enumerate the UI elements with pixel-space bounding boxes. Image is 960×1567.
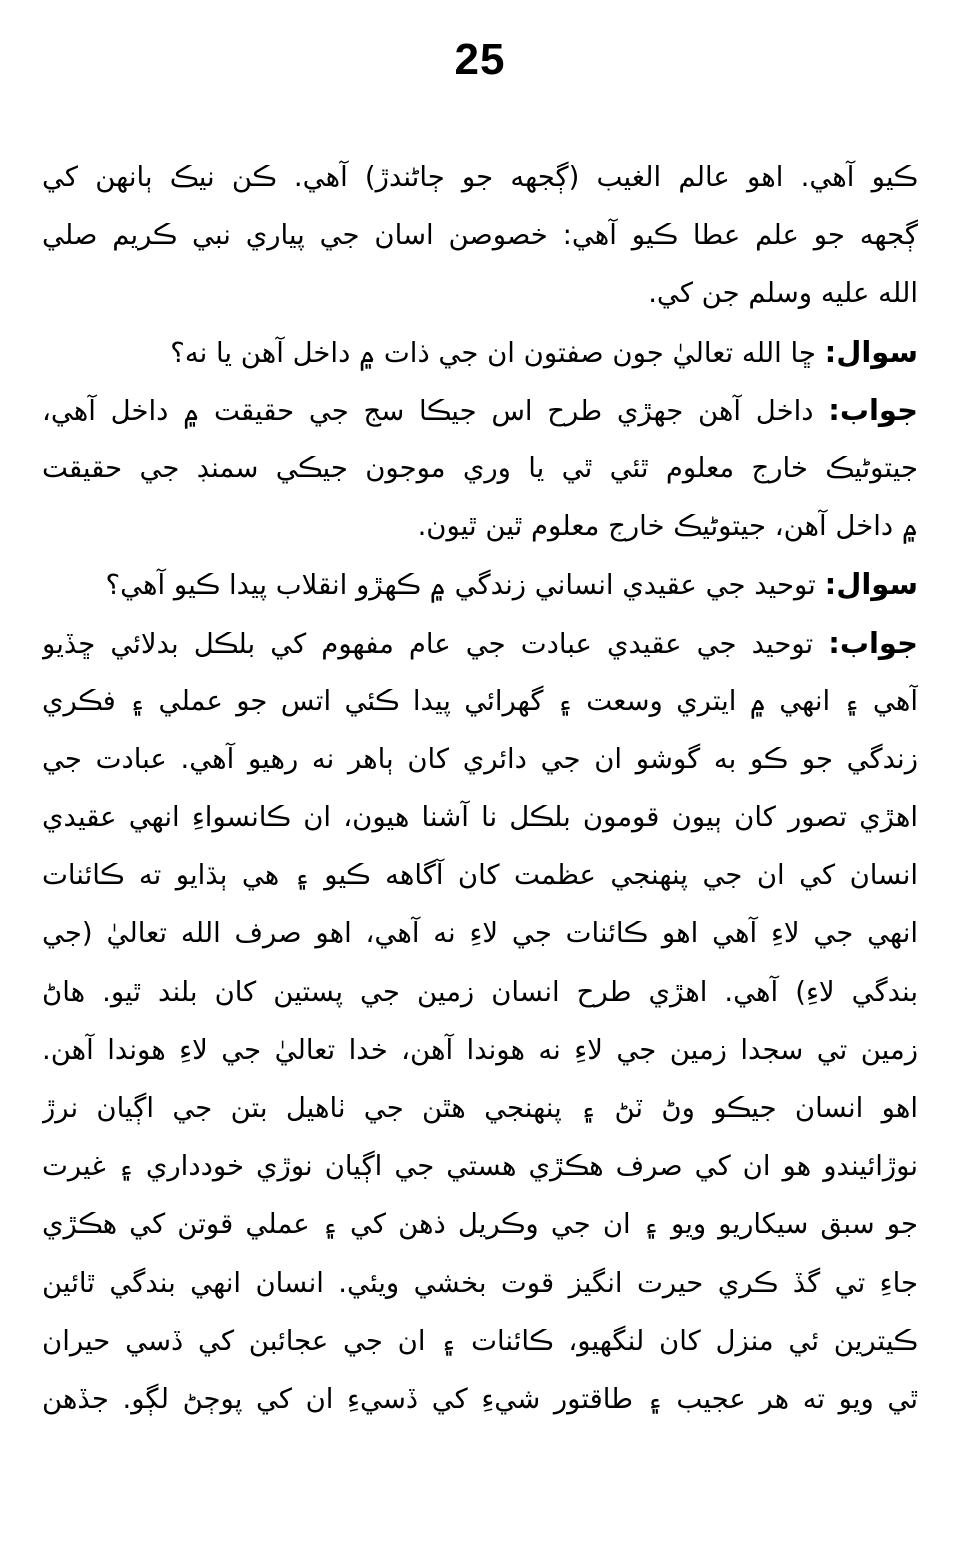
text-line: الله عليه وسلم جن کي. — [648, 277, 918, 310]
text-line: اهو انسان جيڪو وڻ ٽڻ ۽ پنهنجي هٿن جي ٺاهيل بتن جي اڳيان نرڙ — [42, 1092, 918, 1124]
text-line: ڪيترين ئي منزل کان لنگهيو، ڪائنات ۽ ان جي عجائبن کي ڏسي حيران — [42, 1324, 918, 1357]
answer-label: جواب: — [828, 625, 918, 660]
page-body — [42, 148, 918, 1428]
answer-line: جواب: توحيد جي عقيدي عبادت جي عام مفهوم کي بلڪل بدلائي ڇڏيو — [42, 625, 918, 660]
text-line: نوڙائيندو هو ان کي صرف هڪڙي هستي جي اڳيان نوڙي خودداري ۽ غيرت — [42, 1150, 918, 1183]
text-line: آهي ۽ انهي ۾ ايتري وسعت ۽ گهرائي پيدا ڪئي اتس جو عملي ۽ فڪري — [42, 684, 918, 717]
text-line: زندگي جو ڪو به گوشو ان جي دائري کان ٻاهر نه رهيو آهي. عبادت جي — [42, 742, 918, 775]
answer-line: جواب: داخل آهن جهڙي طرح اس جيڪا سج جي حقيقت ۾ داخل آهي، — [42, 392, 918, 427]
text-line: بندگي لاءِ) آهي. اهڙي طرح انسان زمين جي پستين کان بلند ٿيو. هاڻ — [42, 975, 918, 1008]
question-line: سوال: توحيد جي عقيدي انساني زندگي ۾ ڪهڙو انقلاب پيدا ڪيو آهي؟ — [105, 567, 918, 602]
text-line: ۾ داخل آهن، جيتوڻيڪ خارج معلوم ٿين ٿيون. — [417, 510, 918, 543]
question-label: سوال: — [824, 567, 918, 602]
question-line: سوال: ڇا الله تعاليٰ جون صفتون ان جي ذات ۾ داخل آهن يا نه؟ — [170, 334, 918, 369]
text-line: زمين تي سجدا زمين جي لاءِ نه هوندا آهن، خدا تعاليٰ جي لاءِ هوندا آهن. — [42, 1033, 918, 1066]
page-number: 25 — [454, 35, 506, 84]
text-line: اهڙي تصور کان ٻيون قومون بلڪل نا آشنا هيون، ان ڪانسواءِ انهي عقيدي — [42, 801, 918, 834]
text-line: انهي جي لاءِ آهي اهو ڪائنات جي لاءِ نه آهي، اهو صرف الله تعاليٰ (جي — [42, 917, 918, 950]
question-label: سوال: — [824, 334, 918, 369]
text-line: ڳجهه جو علم عطا ڪيو آهي: خصوصن اسان جي پياري نبي ڪريم صلي — [42, 219, 918, 252]
text-line: انسان کي ان جي پنهنجي عظمت کان آگاهه ڪيو ۽ هي ٻڌايو ته ڪائنات — [42, 859, 918, 892]
text-line: جاءِ تي گڏ ڪري حيرت انگيز قوت بخشي ويئي. انسان انهي بندگي ٿائين — [42, 1266, 918, 1299]
answer-label: جواب: — [828, 392, 918, 427]
text-line: ٿي ويو ته هر عجيب ۽ طاقتور شيءِ کي ڏسيءِ ان کي پوڄڻ لڳو. جڏهن — [42, 1382, 918, 1415]
text-line: ڪيو آهي. اهو عالم الغيب (ڳجهه جو ڄاڻندڙ) آهي. ڪن نيڪ ٻانهن کي — [42, 161, 918, 193]
text-line: جو سبق سيکاريو ويو ۽ ان جي وڪريل ذهن کي ۽ عملي قوتن کي هڪڙي — [42, 1208, 918, 1241]
text-line: جيتوڻيڪ خارج معلوم ٿئي ٿي يا وري موجون جيڪي سمنڊ جي حقيقت — [42, 451, 918, 484]
